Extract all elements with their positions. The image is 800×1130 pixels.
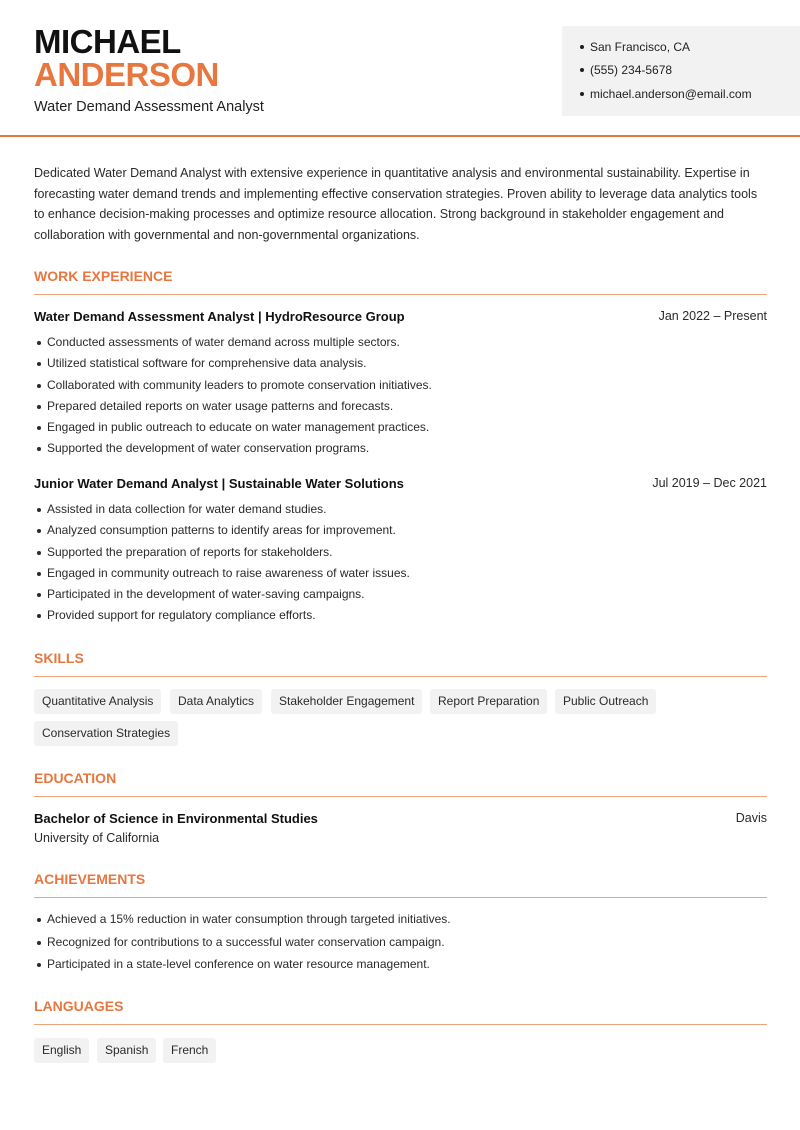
list-item: Achieved a 15% reduction in water consumption through targeted initiatives. xyxy=(34,911,451,934)
list-item: Collaborated with community leaders to promote conservation initiatives. xyxy=(34,377,432,398)
list-item: Participated in the development of water-saving campaigns. xyxy=(34,586,410,607)
language-tag: English xyxy=(34,1038,89,1063)
list-item: Conducted assessments of water demand across multiple sectors. xyxy=(34,334,432,355)
contact-location-text: San Francisco, CA xyxy=(590,40,691,54)
skill-tag: Quantitative Analysis xyxy=(34,689,161,714)
last-name: ANDERSON xyxy=(34,56,219,93)
first-name: MICHAEL xyxy=(34,23,181,60)
job-bullets xyxy=(34,334,432,462)
list-item: Participated in a state-level conference on water resource management. xyxy=(34,956,451,979)
skill-tag: Conservation Strategies xyxy=(34,721,178,746)
section-divider xyxy=(34,294,767,295)
contact-email xyxy=(580,87,752,101)
language-tag: Spanish xyxy=(97,1038,156,1063)
section-title-work: WORK EXPERIENCE xyxy=(34,268,173,284)
bullet-icon xyxy=(580,45,584,49)
contact-location xyxy=(580,40,690,54)
education-school: University of California xyxy=(34,831,160,845)
education-degree: Bachelor of Science in Environmental Studies xyxy=(34,811,318,826)
section-title-languages: LANGUAGES xyxy=(34,998,124,1014)
section-divider xyxy=(34,676,767,677)
job-heading: Water Demand Assessment Analyst | HydroResource Group xyxy=(34,309,405,324)
list-item: Supported the preparation of reports for stakeholders. xyxy=(34,544,410,565)
list-item: Utilized statistical software for comprehensive data analysis. xyxy=(34,355,432,376)
list-item: Provided support for regulatory compliance efforts. xyxy=(34,607,410,628)
bullet-icon xyxy=(580,68,584,72)
list-item: Recognized for contributions to a successful water conservation campaign. xyxy=(34,934,451,957)
skill-tag: Report Preparation xyxy=(430,689,547,714)
list-item: Analyzed consumption patterns to identify areas for improvement. xyxy=(34,522,410,543)
bullet-icon xyxy=(580,92,584,96)
resume-header xyxy=(0,0,800,137)
job-dates: Jul 2019 – Dec 2021 xyxy=(652,476,767,490)
section-title-education: EDUCATION xyxy=(34,770,117,786)
job-heading: Junior Water Demand Analyst | Sustainable Water Solutions xyxy=(34,476,404,491)
job-dates: Jan 2022 – Present xyxy=(658,309,767,323)
language-tag: French xyxy=(163,1038,216,1063)
list-item: Prepared detailed reports on water usage patterns and forecasts. xyxy=(34,398,432,419)
list-item: Engaged in public outreach to educate on water management practices. xyxy=(34,419,432,440)
skill-tag: Stakeholder Engagement xyxy=(271,689,422,714)
section-title-skills: SKILLS xyxy=(34,650,84,666)
achievement-bullets xyxy=(34,911,451,979)
section-divider xyxy=(34,897,767,898)
list-item: Engaged in community outreach to raise awareness of water issues. xyxy=(34,565,410,586)
contact-box xyxy=(562,26,800,116)
job-bullets xyxy=(34,501,410,629)
section-title-achievements: ACHIEVEMENTS xyxy=(34,871,146,887)
job-title: Water Demand Assessment Analyst xyxy=(34,99,264,115)
skill-tag: Public Outreach xyxy=(555,689,656,714)
contact-phone-text: (555) 234-5678 xyxy=(590,63,673,77)
section-divider xyxy=(34,1024,767,1025)
list-item: Assisted in data collection for water demand studies. xyxy=(34,501,410,522)
summary-paragraph: Dedicated Water Demand Analyst with extensive experience in quantitative analysis and environmental sustainability. Expertise in forecasting water demand trends and implementing effective conservation strategies. Proven ability to leverage data analytics tools to enhance decision-making processes and optimize resource allocation. Strong background in stakeholder engagement and collaboration with governmental and non-governmental organizations. xyxy=(34,166,758,242)
education-location: Davis xyxy=(735,811,767,825)
contact-email-text: michael.anderson@email.com xyxy=(590,87,752,101)
skill-tag: Data Analytics xyxy=(170,689,262,714)
section-divider xyxy=(34,796,767,797)
list-item: Supported the development of water conservation programs. xyxy=(34,440,432,461)
contact-phone xyxy=(580,63,672,77)
